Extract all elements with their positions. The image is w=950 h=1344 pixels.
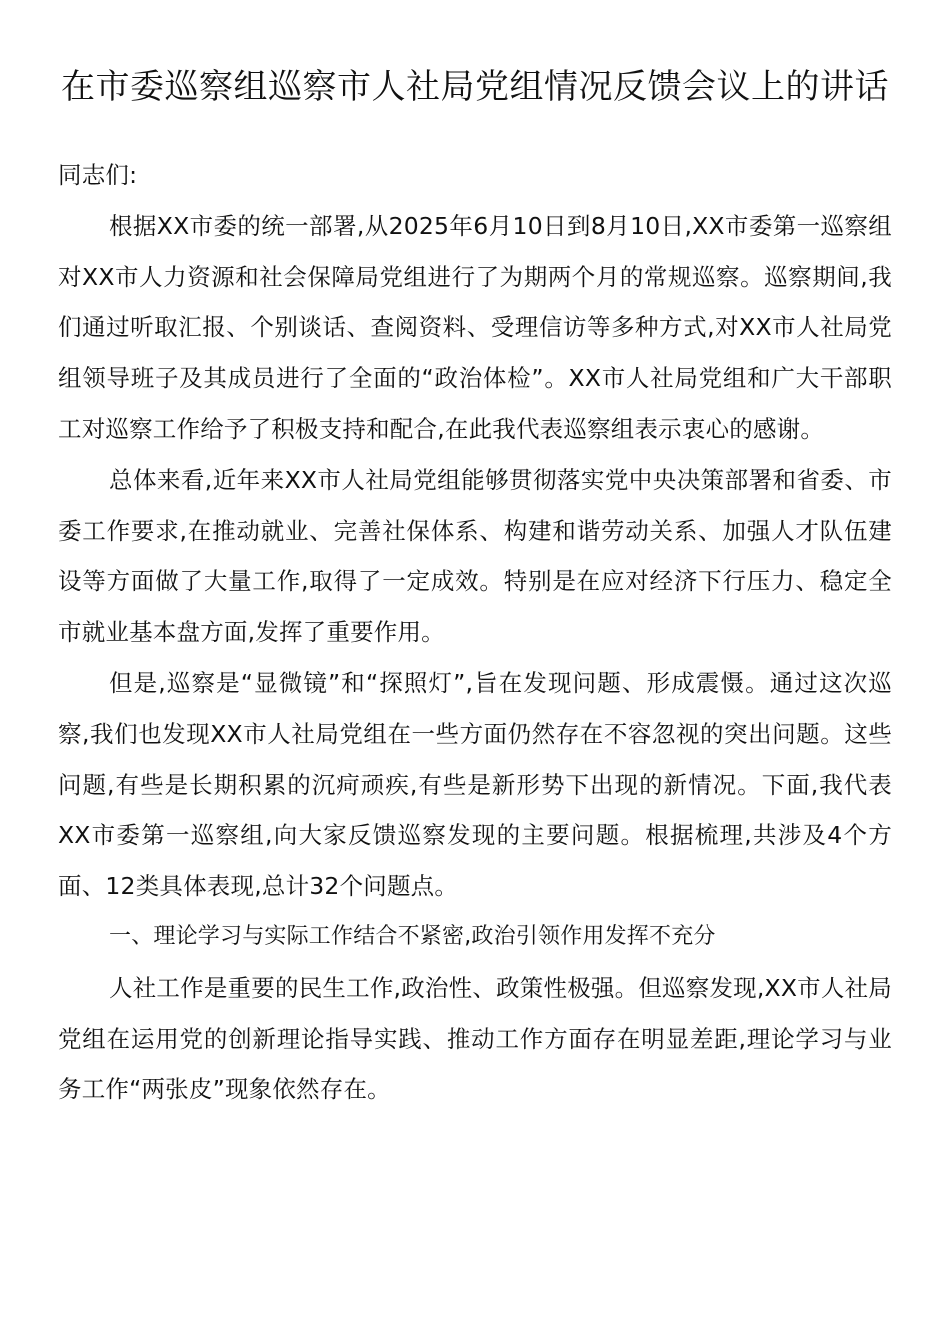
- section-heading: 一、理论学习与实际工作结合不紧密,政治引领作用发挥不充分: [109, 923, 716, 949]
- paragraph-overview: 总体来看,近年来XX市人社局党组能够贯彻落实党中央决策部署和省委、市委工作要求,在推动就业、完善社保体系、构建和谐劳动关系、加强人才队伍建设等方面做了大量工作,取得了一定成效。特别是在应对经济下行压力、稳定全市就业基本盘方面,发挥了重要作用。: [58, 465, 892, 647]
- salutation: 同志们:: [58, 161, 138, 189]
- document-body: [58, 150, 892, 1115]
- paragraph-section-one: 人社工作是重要的民生工作,政治性、政策性极强。但巡察发现,XX市人社局党组在运用党的创新理论指导实践、推动工作方面存在明显差距,理论学习与业务工作“两张皮”现象依然存在。: [58, 973, 892, 1104]
- paragraph-problems: 但是,巡察是“显微镜”和“探照灯”,旨在发现问题、形成震慑。通过这次巡察,我们也发现XX市人社局党组在一些方面仍然存在不容忽视的突出问题。这些问题,有些是长期积累的沉疴顽疾,有些是新形势下出现的新情况。下面,我代表XX市委第一巡察组,向大家反馈巡察发现的主要问题。根据梳理,共涉及4个方面、12类具体表现,总计32个问题点。: [58, 668, 892, 901]
- document-title: 在市委巡察组巡察市人社局党组情况反馈会议上的讲话: [61, 67, 889, 107]
- paragraph-intro: 根据XX市委的统一部署,从2025年6月10日到8月10日,XX市委第一巡察组对XX市人力资源和社会保障局党组进行了为期两个月的常规巡察。巡察期间,我们通过听取汇报、个别谈话、查阅资料、受理信访等多种方式,对XX市人社局党组领导班子及其成员进行了全面的“政治体检”。XX市人社局党组和广大干部职工对巡察工作给予了积极支持和配合,在此我代表巡察组表示衷心的感谢。: [58, 211, 892, 443]
